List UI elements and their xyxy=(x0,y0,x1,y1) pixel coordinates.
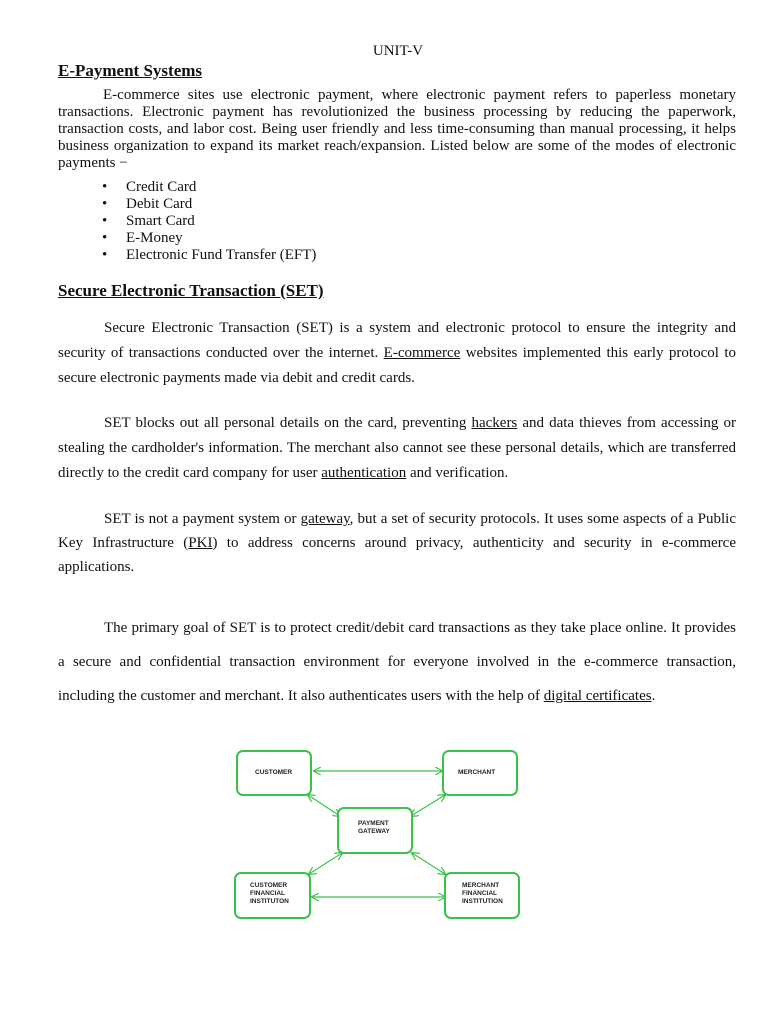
bullet-icon: • xyxy=(102,247,108,263)
list-item-label: Debit Card xyxy=(126,196,193,212)
set-paragraph-3 xyxy=(58,507,736,579)
arrow-gateway-merchantfi xyxy=(412,853,445,874)
e-commerce-link[interactable]: E-commerce xyxy=(383,345,461,361)
unit-label: UNIT-V xyxy=(372,43,424,59)
text-run: , but a set of security protocols. It uses some aspects of a Public Key Infrastructure ( xyxy=(58,511,736,551)
text-run: SET blocks out all personal details on the card, preventing xyxy=(104,415,472,431)
list-item-label: Credit Card xyxy=(126,179,197,195)
node-label: GATEWAY xyxy=(358,828,390,835)
node-label: INSTITUTON xyxy=(250,898,289,905)
node-merchant-financial-institution xyxy=(444,872,520,919)
set-paragraph-4 xyxy=(58,611,736,713)
node-label: FINANCIAL xyxy=(250,890,286,897)
text-run: . xyxy=(651,688,656,704)
text-run: The primary goal of SET is to protect credit/debit card transactions as they take place online. It provides a secure and confidential transaction environment for everyone involved in the e-commerce transaction, including the customer and merchant. It also authenticates users with the help of xyxy=(58,620,736,704)
node-label: CUSTOMER xyxy=(255,769,293,776)
gateway-link[interactable]: gateway xyxy=(300,511,350,527)
intro-paragraph: E-commerce sites use electronic payment, where electronic payment refers to paperless monetary transactions. Electronic payment has revolutionized the business processing by reducing the paperwork, transaction costs, and labor cost. Being user friendly and less time-consuming than manual processing, it helps business organization to expand its market reach/expansion. Listed below are some of the modes of electronic payments − xyxy=(58,87,736,171)
arrow-merchant-gateway xyxy=(411,795,445,816)
node-label: INSTITUTION xyxy=(462,898,503,905)
arrow-customer-gateway xyxy=(308,795,340,816)
list-item-label: Electronic Fund Transfer (EFT) xyxy=(126,247,317,263)
hackers-link[interactable]: hackers xyxy=(471,415,518,431)
text-run: SET is not a payment system or xyxy=(104,511,301,527)
text-run: Secure Electronic Transaction (SET) is a system and electronic protocol to ensure the integrity and security of transactions conducted over the internet. xyxy=(58,320,736,361)
list-item xyxy=(58,247,316,264)
node-label: CUSTOMER xyxy=(250,882,288,889)
digital-certificates-link[interactable]: digital certificates xyxy=(543,688,652,704)
text-run: ) to address concerns around privacy, authenticity and security in e-commerce applications. xyxy=(58,535,736,575)
node-label: PAYMENT xyxy=(358,820,389,827)
node-customer-financial-institution xyxy=(234,872,311,919)
node-label: FINANCIAL xyxy=(462,890,498,897)
bullet-icon: • xyxy=(102,179,108,195)
set-flow-diagram xyxy=(230,748,530,924)
list-item-label: E-Money xyxy=(126,230,183,246)
section-title-set: Secure Electronic Transaction (SET) xyxy=(58,281,324,300)
list-item xyxy=(58,179,316,196)
section-title-e-payment: E-Payment Systems xyxy=(58,61,203,80)
node-label: MERCHANT xyxy=(458,769,496,776)
pki-link[interactable]: PKI xyxy=(188,535,213,551)
bullet-icon: • xyxy=(102,230,108,246)
list-item xyxy=(58,230,316,247)
text-run: websites implemented this early protocol to secure electronic payments made via debit and credit cards. xyxy=(58,345,736,386)
arrow-gateway-customerfi xyxy=(309,853,342,874)
list-item xyxy=(58,213,316,230)
text-run: and verification. xyxy=(406,465,509,481)
node-customer xyxy=(236,750,312,796)
node-label: MERCHANT xyxy=(462,882,500,889)
node-payment-gateway xyxy=(337,807,413,854)
set-paragraph-1 xyxy=(58,316,736,391)
node-merchant xyxy=(442,750,518,796)
list-item xyxy=(58,196,316,213)
list-item-label: Smart Card xyxy=(126,213,195,229)
bullet-icon: • xyxy=(102,213,108,229)
bullet-icon: • xyxy=(102,196,108,212)
set-paragraph-2 xyxy=(58,411,736,486)
authentication-link[interactable]: authentication xyxy=(321,465,407,481)
text-run: and data thieves from accessing or stealing the cardholder's information. The merchant also cannot see these personal details, which are transferred directly to the credit card company for user xyxy=(58,415,736,481)
payment-modes-list xyxy=(58,179,316,264)
